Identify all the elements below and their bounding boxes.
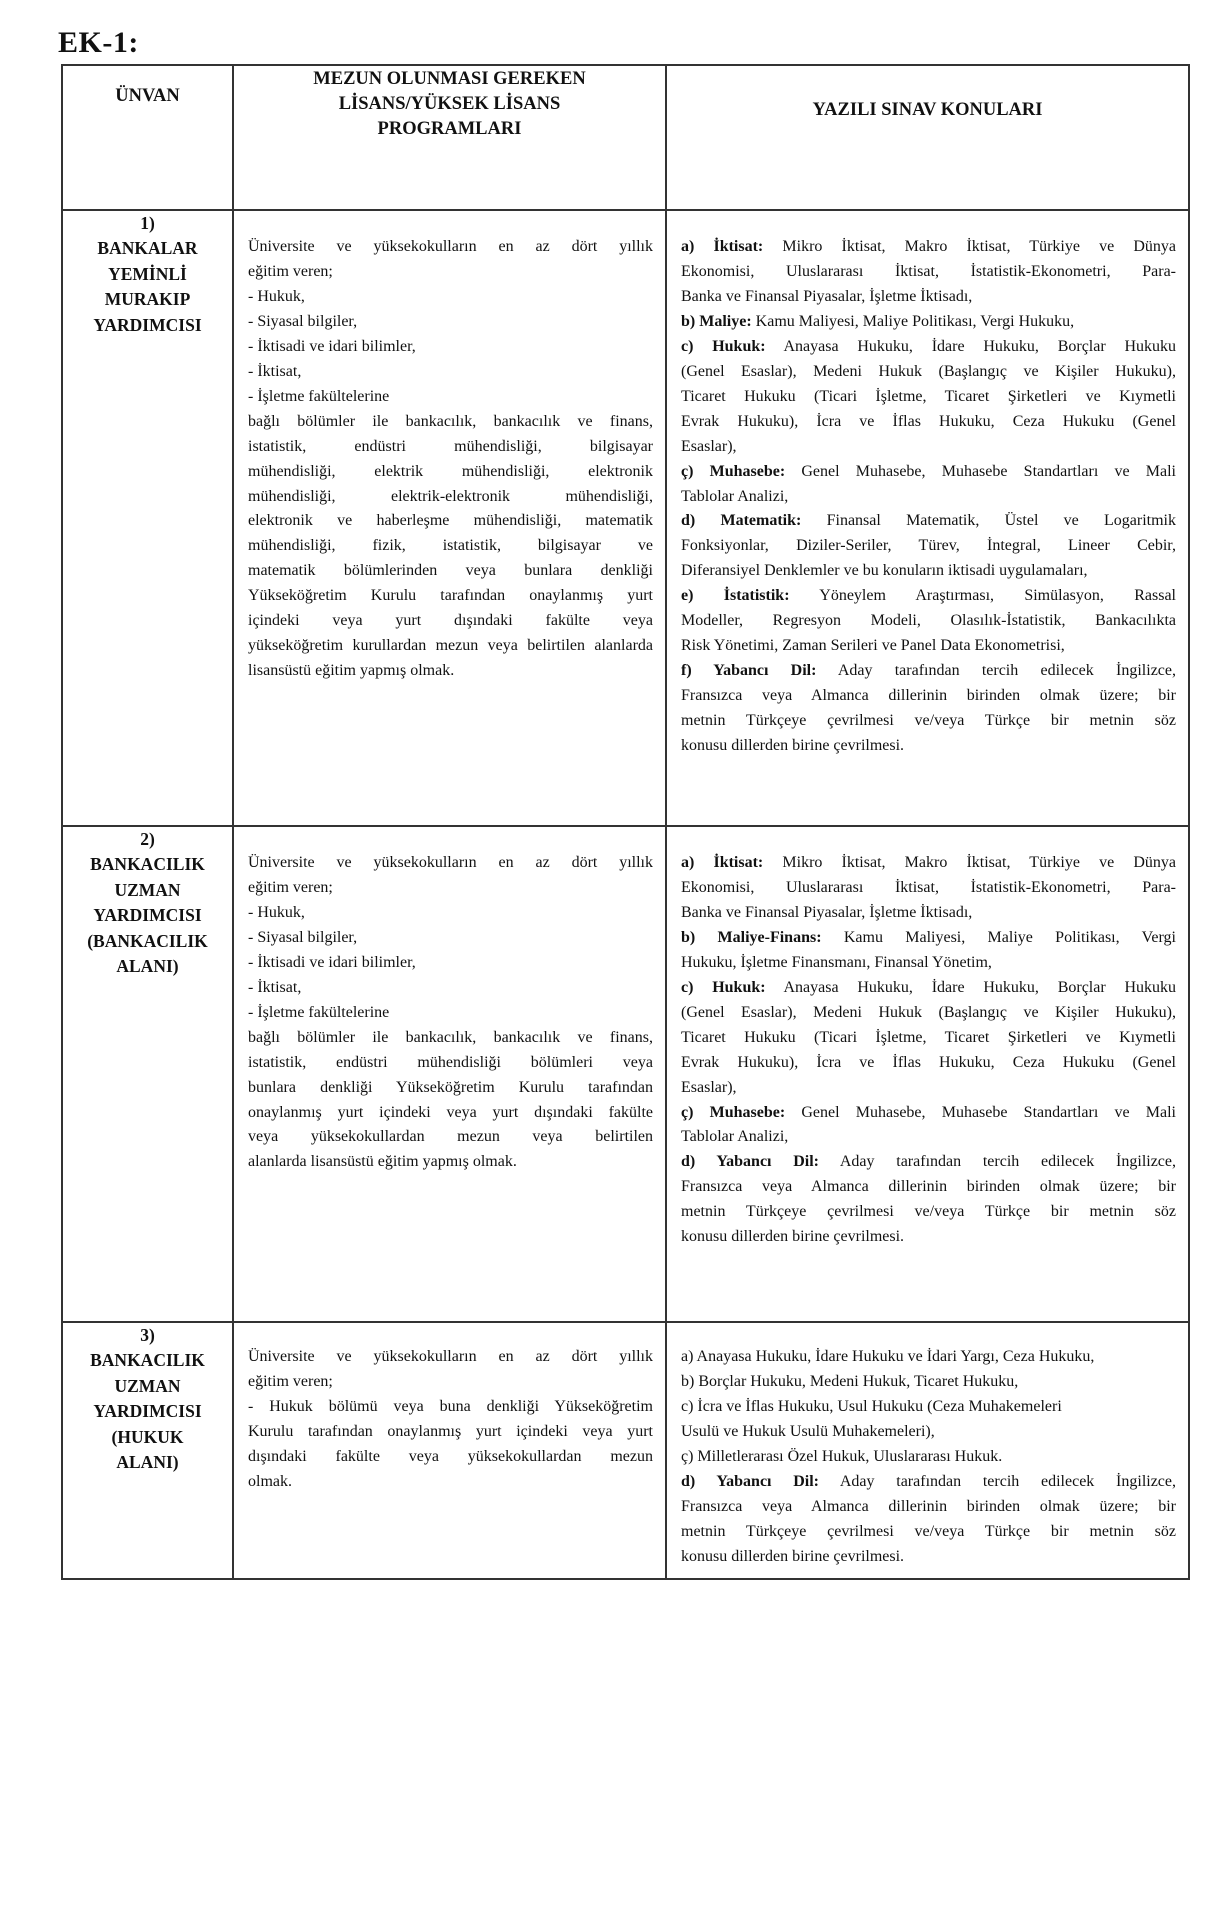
position-title-line: ALANI) [116,955,179,976]
header-title-column: ÜNVAN [62,65,233,210]
exam-topic-line [681,1001,1176,1026]
position-title-line: MURAKIP [104,289,191,310]
exam-topic-text: Kamu Maliyesi, Maliye Politikası, Vergi Hukuku, [751,312,1075,330]
exam-topic-line [681,534,1176,559]
exam-topic-line [681,876,1176,901]
exam-topic-text: Fonksiyonlar, Diziler-Seriler, Türev, İntegral, Lineer Cebir, [681,537,1176,555]
exam-topic-line [681,976,1176,1001]
exam-topics-cell [666,826,1189,1322]
exam-topic-label: b) Maliye: [681,312,752,330]
position-title-line: 3) [140,1325,155,1345]
exam-topic-text: Esaslar), [681,1078,737,1096]
program-line: eğitim veren; [248,1372,333,1390]
exam-topic-text: metnin Türkçeye çevrilmesi ve/veya Türkçe bir metnin söz [681,1522,1176,1540]
exam-topic-line [681,385,1176,410]
program-line: - Hukuk, [248,287,305,305]
program-line: eğitim veren; [248,878,333,896]
program-line: alanlarda lisansüstü eğitim yapmış olmak. [248,1153,517,1171]
position-title-line: 2) [140,829,155,849]
exam-topic-text: Usulü ve Hukuk Usulü Muhakemeleri), [681,1422,935,1440]
exam-topic-text: Ticaret Hukuku (Ticari İşletme, Ticaret Şirketleri ve Kıymetli [681,387,1176,405]
position-title-cell [62,1322,233,1579]
exam-topic-text: Fransızca veya Almanca dillerinin birinden olmak üzere; bir [681,1497,1176,1515]
exam-topic-line [681,1420,1176,1445]
exam-topic-line [681,260,1176,285]
exam-topic-text: konusu dillerden birine çevrilmesi. [681,1547,905,1565]
header-exam-topics-column: YAZILI SINAV KONULARI [666,65,1189,210]
exam-topic-label: a) İktisat: [681,238,764,255]
exam-topic-text: Genel Muhasebe, Muhasebe Standartları ve Mali [785,462,1177,480]
position-title-line: (HUKUK [111,1426,184,1447]
exam-topic-text: Yöneylem Araştırması, Simülasyon, Rassal [789,587,1177,605]
position-title-line: (BANKACILIK [87,930,208,951]
program-line: onaylanmış yurt içindeki veya yurt dışındaki fakülte [248,1103,653,1121]
exam-topic-label: ç) Muhasebe: [681,1103,786,1121]
exam-topic-line [681,659,1176,684]
exam-topic-text: a) Anayasa Hukuku, İdare Hukuku ve İdari Yargı, Ceza Hukuku, [681,1348,1095,1365]
program-line: olmak. [248,1472,292,1490]
exam-topic-text: Finansal Matematik, Üstel ve Logaritmik [801,512,1176,530]
program-line: mühendisliği, elektrik-elektronik mühendisliği, [248,487,653,505]
exam-topic-line [681,435,1176,460]
required-programs-cell [233,1322,666,1579]
exam-topic-text: c) İcra ve İflas Hukuku, Usul Hukuku (Ceza Muhakemeleri [681,1397,1062,1415]
program-line: Üniversite ve yüksekokulların en az dört yıllık [248,238,653,255]
exam-topic-text: Banka ve Finansal Piyasalar, İşletme İktisadı, [681,903,973,921]
program-line: mühendisliği, elektrik mühendisliği, elektronik [248,462,653,480]
position-title-cell [62,826,233,1322]
position-title-line: ALANI) [116,1451,179,1472]
table-row [62,210,1189,826]
exam-topic-line [681,310,1176,335]
exam-topic-line [681,285,1176,310]
exam-topics-cell [666,1322,1189,1579]
exam-topic-line [681,335,1176,360]
position-title-cell [62,210,233,826]
table-row [62,826,1189,1322]
exam-topic-label: d) Yabancı Dil: [681,1472,820,1490]
exam-topic-line [681,1445,1176,1470]
exam-topic-line [681,509,1176,534]
exam-topic-line [681,1345,1176,1370]
exam-topic-text: Banka ve Finansal Piyasalar, İşletme İktisadı, [681,287,973,305]
exam-topic-text: Aday tarafından tercih edilecek İngilizce, [819,1153,1177,1171]
exam-topic-text: ç) Milletlerarası Özel Hukuk, Uluslararası Hukuk. [681,1447,1003,1465]
exam-topic-text: metnin Türkçeye çevrilmesi ve/veya Türkçe bir metnin söz [681,712,1176,730]
exam-topic-text: Risk Yönetimi, Zaman Serileri ve Panel Data Ekonometrisi, [681,637,1065,655]
program-line: matematik bölümlerinden veya bunlara denkliği [248,562,653,580]
program-line: istatistik, endüstri mühendisliği, bilgisayar [248,437,653,455]
exam-topic-line [681,1225,1176,1250]
exam-topic-line [681,235,1176,260]
position-title-line: UZMAN [114,879,181,900]
exam-topic-line [681,926,1176,951]
position-title-line: BANKACILIK [90,854,205,875]
program-line: Kurulu tarafından onaylanmış yurt içindeki veya yurt [248,1422,653,1440]
program-line: eğitim veren; [248,262,333,280]
program-line: Yükseköğretim Kurulu tarafından onaylanmış yurt [248,587,653,605]
program-line: veya yüksekokullardan mezun veya belirtilen [248,1128,653,1146]
program-line: Üniversite ve yüksekokulların en az dört yıllık [248,1348,653,1365]
position-title-line: BANKALAR [97,238,198,259]
required-programs-cell [233,210,666,826]
exam-topic-line [681,1101,1176,1126]
exam-topic-line [681,410,1176,435]
program-line: bağlı bölümler ile bankacılık, bankacılık ve finans, [248,412,653,430]
exam-topic-text: Modeller, Regresyon Modeli, Olasılık-İstatistik, Bankacılıkta [681,612,1176,630]
program-line: - İktisadi ve idari bilimler, [248,953,416,971]
program-line: - Hukuk, [248,903,305,921]
exam-topic-text: metnin Türkçeye çevrilmesi ve/veya Türkçe bir metnin söz [681,1203,1176,1221]
exam-topic-label: f) Yabancı Dil: [681,662,817,680]
exam-topic-text: Aday tarafından tercih edilecek İngilizce, [816,662,1176,680]
program-line: - Siyasal bilgiler, [248,312,358,330]
exam-topic-text: (Genel Esaslar), Medeni Hukuk (Başlangıç ve Kişiler Hukuku), [681,1003,1176,1021]
exam-topic-label: d) Matematik: [681,512,802,530]
program-line: dışındaki fakülte veya yüksekokullardan mezun [248,1447,653,1465]
program-line: - Hukuk bölümü veya buna denkliği Yükseköğretim [248,1397,653,1415]
exam-topic-text: Ekonomisi, Uluslararası İktisat, İstatistik-Ekonometri, Para- [681,262,1176,280]
exam-topic-line [681,1200,1176,1225]
exam-topic-text: Anayasa Hukuku, İdare Hukuku, Borçlar Hukuku [765,337,1177,355]
program-line: - İktisadi ve idari bilimler, [248,337,416,355]
exam-topic-text: Evrak Hukuku), İcra ve İflas Hukuku, Ceza Hukuku (Genel [681,1053,1176,1071]
exam-topic-line [681,951,1176,976]
exam-topic-text: Esaslar), [681,437,737,455]
exam-topic-label: ç) Muhasebe: [681,462,786,480]
exam-topic-line [681,1520,1176,1545]
exam-topic-text: Anayasa Hukuku, İdare Hukuku, Borçlar Hukuku [765,978,1177,996]
program-line: yükseköğretim kurullardan mezun veya belirtilen alanlarda [248,637,653,655]
exam-topic-text: (Genel Esaslar), Medeni Hukuk (Başlangıç ve Kişiler Hukuku), [681,362,1176,380]
program-line: - İşletme fakültelerine [248,1003,390,1021]
exam-topic-line [681,1545,1176,1570]
exam-topic-text: Tablolar Analizi, [681,487,789,505]
program-line: bağlı bölümler ile bankacılık, bankacılık ve finans, [248,1028,653,1046]
exam-topic-text: Genel Muhasebe, Muhasebe Standartları ve Mali [785,1103,1177,1121]
program-line: lisansüstü eğitim yapmış olmak. [248,662,455,680]
exam-topic-text: Mikro İktisat, Makro İktisat, Türkiye ve Dünya [763,238,1176,255]
program-line: mühendisliği, fizik, istatistik, bilgisayar ve [248,537,653,555]
exam-topic-label: c) Hukuk: [681,978,766,996]
required-programs-cell [233,826,666,1322]
program-line: Üniversite ve yüksekokulların en az dört yıllık [248,854,653,871]
exam-topic-label: c) Hukuk: [681,337,766,355]
exam-topic-label: b) Maliye-Finans: [681,928,822,946]
exam-topic-line [681,609,1176,634]
exam-topic-line [681,1495,1176,1520]
exam-topic-line [681,1026,1176,1051]
exam-topic-text: Fransızca veya Almanca dillerinin birinden olmak üzere; bir [681,1178,1176,1196]
header-programs-column [233,65,666,210]
document-title: EK-1: [58,26,139,59]
position-title-line: UZMAN [114,1375,181,1396]
program-line: - Siyasal bilgiler, [248,928,358,946]
exam-topic-text: Kamu Maliyesi, Maliye Politikası, Vergi [821,928,1176,946]
program-line: içindeki veya yurt dışındaki fakülte veya [248,612,653,630]
position-title-line: YARDIMCISI [93,314,202,335]
exam-topic-text: konusu dillerden birine çevrilmesi. [681,1228,905,1246]
exam-topic-line [681,851,1176,876]
exam-topic-line [681,485,1176,510]
exam-topic-line [681,1150,1176,1175]
position-title-line: 1) [140,213,155,233]
position-title-line: YARDIMCISI [93,1401,202,1422]
exam-topic-line [681,709,1176,734]
exam-topic-line [681,684,1176,709]
exam-topic-text: Diferansiyel Denklemler ve bu konuların iktisadi uygulamaları, [681,562,1088,580]
exam-topic-line [681,360,1176,385]
program-line: bunlara denkliği Yükseköğretim Kurulu tarafından [248,1078,653,1096]
table-header-row [62,65,1189,210]
exam-topic-text: konusu dillerden birine çevrilmesi. [681,737,905,755]
exam-topic-line [681,1175,1176,1200]
program-line: - İktisat, [248,362,302,380]
table-row [62,1322,1189,1579]
exam-topic-line [681,460,1176,485]
exam-topic-line [681,901,1176,926]
position-title-line: BANKACILIK [90,1350,205,1371]
exam-topics-cell [666,210,1189,826]
exam-topic-line [681,559,1176,584]
exam-topic-text: Ekonomisi, Uluslararası İktisat, İstatistik-Ekonometri, Para- [681,878,1176,896]
program-line: - İşletme fakültelerine [248,387,390,405]
exam-topic-text: Hukuku, İşletme Finansmanı, Finansal Yönetim, [681,953,992,971]
header-programs-line: MEZUN OLUNMASI GEREKEN [313,69,586,89]
exam-topic-line [681,1076,1176,1101]
exam-topic-label: e) İstatistik: [681,587,790,605]
exam-topic-text: Aday tarafından tercih edilecek İngilizce, [819,1472,1177,1490]
exam-topic-text: Fransızca veya Almanca dillerinin birinden olmak üzere; bir [681,687,1176,705]
program-line: istatistik, endüstri mühendisliği bölümleri veya [248,1053,653,1071]
exam-topic-text: Mikro İktisat, Makro İktisat, Türkiye ve Dünya [763,854,1176,871]
requirements-table [61,64,1190,1580]
exam-topic-text: Tablolar Analizi, [681,1128,789,1146]
exam-topic-line [681,1470,1176,1495]
header-programs-line: PROGRAMLARI [377,118,522,139]
program-line: elektronik ve haberleşme mühendisliği, matematik [248,512,653,530]
exam-topic-label: a) İktisat: [681,854,764,871]
exam-topic-line [681,634,1176,659]
program-line: - İktisat, [248,978,302,996]
exam-topic-text: b) Borçlar Hukuku, Medeni Hukuk, Ticaret Hukuku, [681,1372,1019,1390]
exam-topic-text: Ticaret Hukuku (Ticari İşletme, Ticaret Şirketleri ve Kıymetli [681,1028,1176,1046]
exam-topic-line [681,734,1176,759]
exam-topic-text: Evrak Hukuku), İcra ve İflas Hukuku, Ceza Hukuku (Genel [681,412,1176,430]
exam-topic-line [681,1125,1176,1150]
position-title-line: YARDIMCISI [93,905,202,926]
exam-topic-label: d) Yabancı Dil: [681,1153,820,1171]
exam-topic-line [681,1395,1176,1420]
exam-topic-line [681,1051,1176,1076]
position-title-line: YEMİNLİ [108,263,187,284]
header-programs-line: LİSANS/YÜKSEK LİSANS [338,93,561,114]
exam-topic-line [681,584,1176,609]
exam-topic-line [681,1370,1176,1395]
